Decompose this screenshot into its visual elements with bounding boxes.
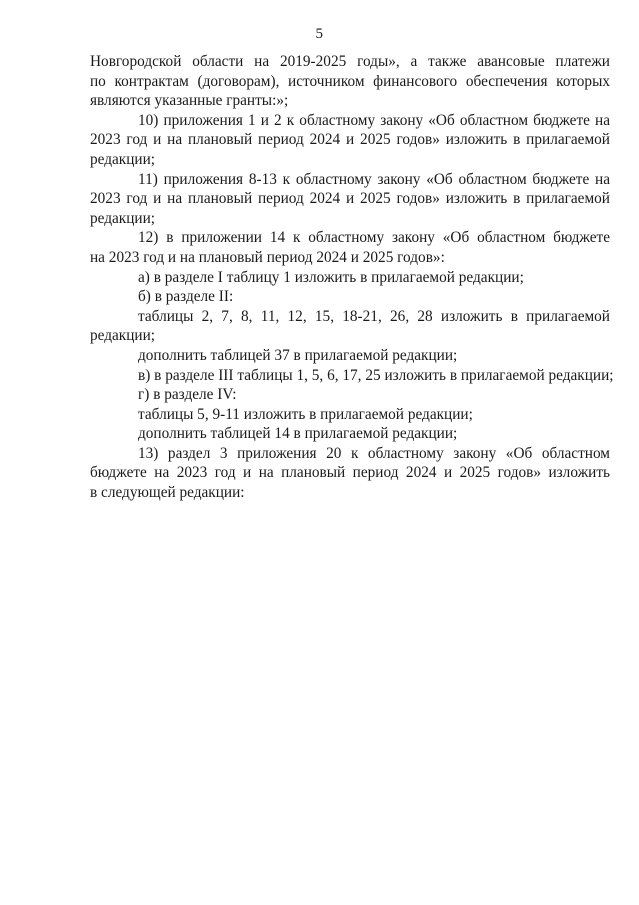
text-line: 2023 год и на плановый период 2024 и 2025 годов» изложить в прилагаемой	[90, 190, 610, 208]
text-line: редакции;	[90, 327, 156, 345]
text-line: в) в разделе III таблицы 1, 5, 6, 17, 25 изложить в прилагаемой редакции;	[138, 366, 614, 384]
text-line: таблицы 2, 7, 8, 11, 12, 15, 18-21, 26, 28 изложить в прилагаемой	[138, 307, 610, 325]
text-line: а) в разделе I таблицу 1 изложить в прилагаемой редакции;	[138, 268, 524, 286]
text-line: являются указанные гранты:»;	[90, 92, 289, 110]
text-line: дополнить таблицей 37 в прилагаемой редакции;	[138, 346, 458, 364]
page-number: 5	[315, 26, 324, 42]
text-line: 11) приложения 8-13 к областному закону «Об областном бюджете на	[138, 170, 610, 188]
text-line: редакции;	[90, 150, 156, 168]
text-line: 2023 год и на плановый период 2024 и 2025 годов» изложить в прилагаемой	[90, 131, 610, 149]
text-line: 13) раздел 3 приложения 20 к областному закону «Об областном	[138, 444, 610, 462]
text-line: редакции;	[90, 209, 156, 227]
text-line: бюджете на 2023 год и на плановый период 2024 и 2025 годов» изложить	[90, 464, 610, 482]
text-line: 12) в приложении 14 к областному закону «Об областном бюджете	[138, 229, 610, 247]
text-line: г) в разделе IV:	[138, 386, 237, 404]
text-line: таблицы 5, 9-11 изложить в прилагаемой редакции;	[138, 405, 473, 423]
text-line: Новгородской области на 2019-2025 годы», а также авансовые платежи	[90, 53, 610, 70]
text-line: б) в разделе II:	[138, 288, 234, 306]
text-line: на 2023 год и на плановый период 2024 и 2025 годов»:	[90, 248, 445, 266]
document-body	[90, 52, 614, 503]
text-line: дополнить таблицей 14 в прилагаемой редакции;	[138, 425, 458, 443]
text-line: по контрактам (договорам), источником финансового обеспечения которых	[90, 72, 610, 90]
text-line: в следующей редакции:	[90, 484, 245, 502]
text-line: 10) приложения 1 и 2 к областному закону «Об областном бюджете на	[138, 111, 610, 129]
